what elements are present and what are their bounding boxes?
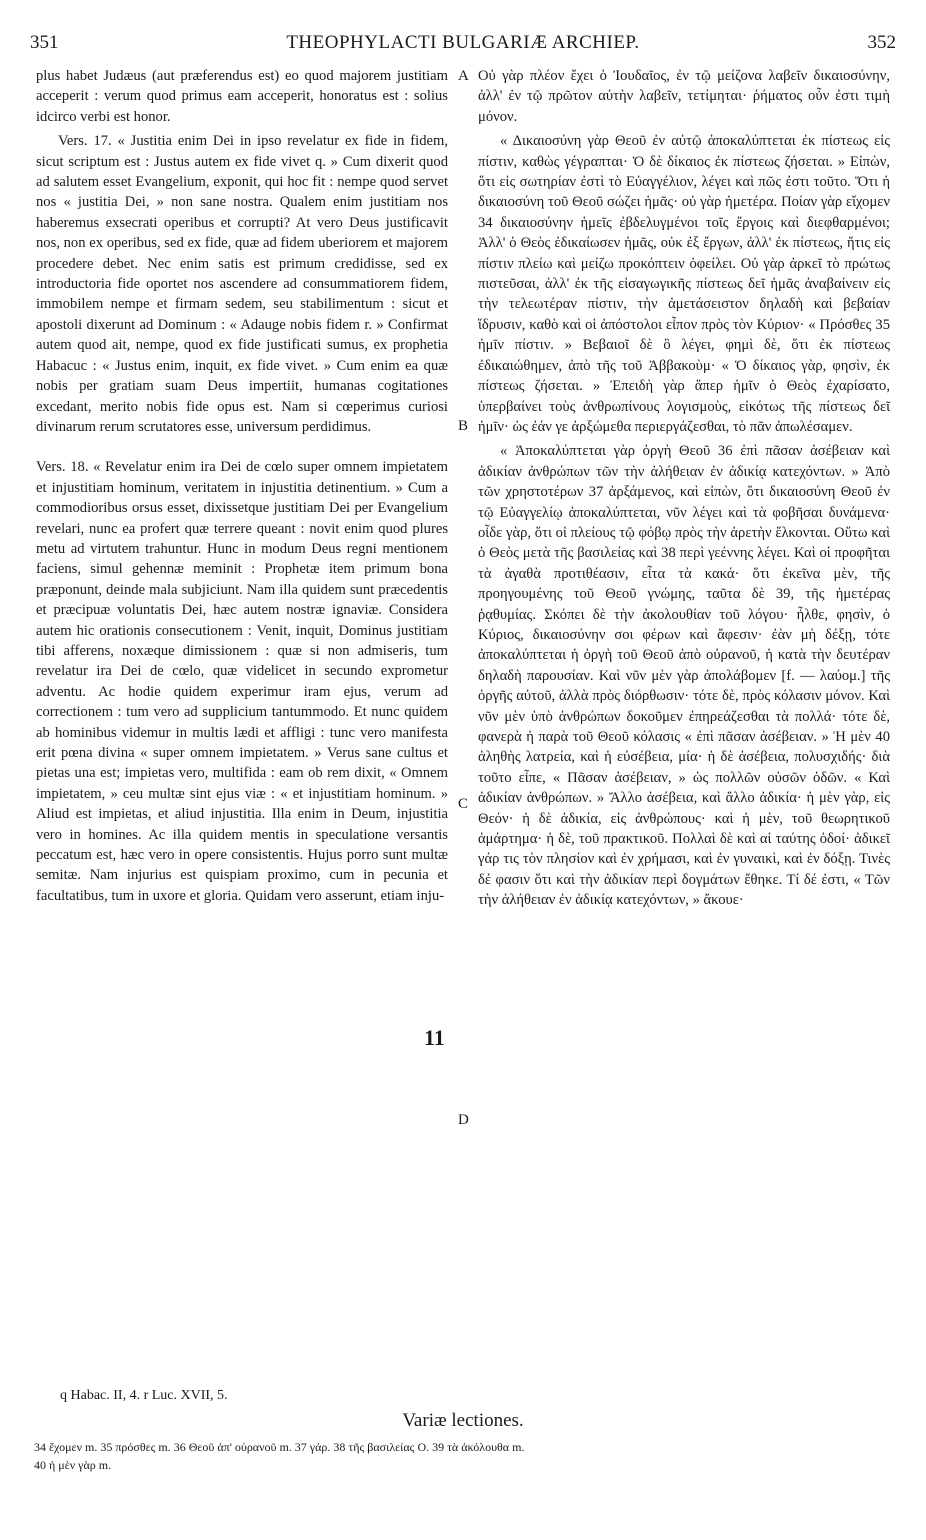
running-title: THEOPHYLACTI BULGARIÆ ARCHIEP. bbox=[286, 32, 640, 53]
variant-line: 40 ἡ μὲν γὰρ m. bbox=[34, 1458, 112, 1472]
variae-lectiones-title: Variæ lectiones. bbox=[402, 1410, 524, 1431]
page-header bbox=[30, 32, 896, 62]
greek-column bbox=[478, 66, 890, 911]
variant-line: 34 ἔχομεν m. 35 πρόσθες m. 36 Θεοῦ ἀπ' οὐρανοῦ m. 37 γάρ. 38 τῆς βασιλείας O. 39 τὰ ἀκόλουθα m. bbox=[34, 1440, 525, 1454]
latin-paragraph-intro: plus habet Judæus (aut præferendus est) eo quod majorem justitiam acceperit : verum quod primus eam acceperit, honoratus est : solius idcirco verbi est honor. bbox=[36, 68, 448, 125]
margin-letter-b: B bbox=[458, 418, 469, 434]
variae-lectiones bbox=[34, 1438, 884, 1474]
greek-paragraph-intro: Οὐ γὰρ πλέον ἔχει ὁ Ἰουδαῖος, ἐν τῷ μείζονα λαβεῖν δικαιοσύνην, ἀλλ' ἐν τῷ πρῶτον αὐτὴν λαβεῖν, τετίμηται· ῥήματος οὖν ἐστι τιμὴ μόνον. bbox=[478, 68, 890, 125]
margin-letter-c: C bbox=[458, 796, 469, 812]
greek-paragraph-vers-18: « Ἀποκαλύπτεται γὰρ ὀργὴ Θεοῦ 36 ἐπὶ πᾶσαν ἀσέβειαν καὶ ἀδικίαν ἀνθρώπων τῶν τὴν ἀλήθειαν ἐν ἀδικίᾳ κατεχόντων. » Ἀπὸ τῶν χρηστοτέρων 37 ἀρξάμενος, καὶ εἰπὼν, ὅτι δικαιοσύνη Θεοῦ ἐν τῷ Εὐαγγελίῳ ἀποκαλύπτεται, νῦν λέγει καὶ τὰ φοβῆσαι δυνάμενα· οἶδε γὰρ, ὅτι οἱ πλείους τῷ φόβῳ πρὸς τὴν ἀρετὴν ἕλκονται. Οὕτω καὶ ὁ Θεὸς μετὰ τῆς βασιλείας καὶ 38 περὶ γεέννης λέγει. Καὶ οἱ προφῆται τὰ ἀγαθὰ προτιθέασιν, εἶτα τὰ κακά· ὅτι ἐκεῖνα μὲν, τῆς προηγουμένης τοῦ Θεοῦ γνώμης, ταῦτα δὲ 39, τῆς ἡμετέρας ῥᾳθυμίας. Σκόπει δὲ τὴν ἀκολουθίαν τοῦ λόγου· ἦλθε, φησὶν, ὁ Κύριος, δικαιοσύνην σοι φέρων καὶ ἄφεσιν· ἐὰν μὴ δέξῃ, τότε ἀποκαλύπτεται ἡ ὀργὴ τοῦ Θεοῦ ἀπὸ οὐρανοῦ, ἡ κατὰ τὴν δευτέραν δηλαδὴ παρουσίαν. Καὶ νῦν μὲν γὰρ ἀπολάβομεν [f. — λαύομ.] τῆς ὀργῆς αὐτοῦ, ἀλλὰ πρὸς διόρθωσιν· τότε δὲ, πρὸς κόλασιν μόνον. Καὶ νῦν μὲν ὑπὸ ἀνθρώπων δοκοῦμεν ἐπηρεάζεσθαι τὰ πολλά· τότε δὲ, φανερὰ ἡ παρὰ τοῦ Θεοῦ κόλασις « ἐπὶ πᾶσαν ἀσέβειαν. » Ἡ μὲν 40 ἀληθὴς λατρεία, καὶ ἡ εὐσέβεια, μία· ἡ δὲ ἀσέβεια, πολυσχιδής· διὰ τοῦτο εἶπε, « Πᾶσαν ἀσέβειαν, » ὡς πολλῶν οὐσῶν ὁδῶν. « Καὶ ἀδικίαν ἀνθρώπων. » Ἄλλο ἀσέβεια, καὶ ἄλλο ἀδικία· ἡ μὲν γὰρ, εἰς Θεόν· ἡ δὲ ἀδικία, εἰς ἀνθρώπους· καὶ ἡ μὲν, τοῦ θεωρητικοῦ ἁμάρτημα· ἡ δὲ, τοῦ πρακτικοῦ. Πολλαὶ δὲ καὶ αἱ ταύτης ὁδοί· ἀδικεῖ γάρ τις τὸν πλησίον καὶ ἐν χρήμασι, καὶ ἐν γυναικὶ, καὶ ἐν δόξῃ. Τινὲς δέ φασιν ὅτι καὶ τὴν ἀδικίαν περὶ δογμάτων ἔθηκε. Τί δέ ἐστι, « Τῶν τὴν ἀλήθειαν ἐν ἀδικίᾳ κατεχόντων, » ἄκουε· bbox=[478, 443, 890, 909]
latin-paragraph-vers-17: Vers. 17. « Justitia enim Dei in ipso revelatur ex fide in fidem, sicut scriptum est : Justus autem ex fide vivet q. » Cum dixerit quod ad salutem esset Evangelium, exponit, qui hoc fit : nempe quod servet nos « justitia Dei, » non sane nostra. Qualem enim justitiam nos haberemus exsecrati operibus et corrupti? At vero Deus justificavit nos, non ex operibus, sed ex fide, quæ ad fidem uberiorem et majorem procedere debet. Nec enim satis est primum credidisse, sed ex introductoria fide oportet nos ascendere ad consummatiorem fidem, immobilem nempe et firmam sedem, seu stabilimentum : sicut et apostoli dixerunt ad Dominum : « Adauge nobis fidem r. » Confirmat autem quod ait, nempe, quod ex fide justificati sumus, ex prophetia Habacuc : « Justus enim, inquit, ex fide vivet. » Cum enim ea quæ nobis per gratiam suam Deus impertiit, humanas cogitationes excedant, merito nobis fide opus est. Nam si cœperimus curiosi divinarum rerum scrutatores esse, universum perdidimus. bbox=[36, 133, 448, 435]
greek-paragraph-vers-17: « Δικαιοσύνη γὰρ Θεοῦ ἐν αὐτῷ ἀποκαλύπτεται ἐκ πίστεως εἰς πίστιν, καθὼς γέγραπται· Ὁ δὲ δίκαιος ἐκ πίστεως ζήσεται. » Εἰπὼν, ὅτι εἰς σωτηρίαν ἐστὶ τὸ Εὐαγγέλιον, λέγει καὶ πῶς ἐστι τοῦτο. Ὅτι ἡ δικαιοσύνη τοῦ Θεοῦ σώζει ἡμᾶς· οὐ γὰρ ἡμετέρα. Ποίαν γὰρ εἴχομεν 34 δικαιοσύνην ἡμεῖς ἐβδελυγμένοι τοῖς ἔργοις καὶ διεφθαρμένοι; Ἀλλ' ὁ Θεὸς ἐδικαίωσεν ἡμᾶς, οὐκ ἐξ ἔργων, ἀλλ' ἐκ πίστεως, ἥτις εἰς πίστιν πλείω καὶ μείζω προκόπτειν ὀφείλει. Οὐ γὰρ ἀρκεῖ τὸ πρώτως πιστεῦσαι, ἀλλ' ἐκ τῆς εἰσαγωγικῆς πίστεως δεῖ ἡμᾶς ἀναβαίνειν εἰς τὴν τελεωτέραν πίστιν, τὴν ἀμετάσειστον δηλαδὴ καὶ βεβαίαν ἵδρυσιν, καθὸ καὶ οἱ ἀπόστολοι εἶπον πρὸς τὸν Κύριον· « Πρόσθες 35 ἡμῖν πίστιν. » Βεβαιοῖ δὲ ὃ λέγει, φημὶ δὲ, ὅτι ἐκ πίστεως ἐδικαιώθημεν, ἀπὸ τῆς τοῦ Ἀββακοὺμ· « Ὁ δίκαιος γὰρ, φησὶν, ἐκ πίστεως ζήσεται. » Ἐπειδὴ γὰρ ἅπερ ἡμῖν ὁ Θεὸς ἐχαρίσατο, ὑπερβαίνει τοὺς ἀνθρωπίνους λογισμοὺς, εἰκότως τῆς πίστεως δεῖ ἡμῖν· ὡς ἐάν γε ἀρξώμεθα περιεργάζεσθαι, τὸ πᾶν ἀπωλέσαμεν. bbox=[478, 133, 890, 435]
column-number: 11 bbox=[424, 1025, 445, 1050]
footnote-references: q Habac. II, 4. r Luc. XVII, 5. bbox=[60, 1388, 228, 1403]
page-number-right: 352 bbox=[867, 32, 896, 53]
latin-column bbox=[36, 66, 448, 906]
latin-paragraph-vers-18: Vers. 18. « Revelatur enim ira Dei de cœlo super omnem impietatem et injustitiam hominum, veritatem in injustitia detinentium. » Cum a commodioribus orsus esset, dixissetque justitiam Dei per Evangelium revelari, nunc ea profert quæ terrere queant : novit enim quod plures metu ad virtutem trahuntur. Hunc in modum Deus regni mentionem faciens, simul gehennæ meminit : Prophetæ item primum bona præponunt, deinde mala subjiciunt. Nam illa quidem sunt præcedentis et præcipuæ voluntatis Dei, hæc autem nostræ ignaviæ. Considera autem hic orationis consecutionem : Venit, inquit, Dominus justitiam tibi afferens, noxæque dimissionem : quæ si non admiseris, tum revelatur ira Dei de cœlo, quæ videlicet in secundo exprometur adventu. Ac hodie quidem experimur iram ejus, verum ad correctionem : tum vero ad supplicium tantummodo. Et nunc quidem ab hominibus videmur in multis lædi et affligi : tunc vero manifesta erit pœna divina « super omnem impietatem. » Verus sane cultus et pietas una est; impietas vero, multifida : eam ob rem dixit, « Omnem impietatem, » ceu multæ sint ejus viæ : « et injustitiam hominum. » Aliud est impietas, et aliud injustitia. Illa enim in Deum, injustitia vero in homines. Ac illa quidem mentis in speculatione versantis peccatum est, hæc vero in opere consistentis. Hujus porro sunt multæ semitæ. Nam injurius est quispiam proximo, cum in pecunia et facultatibus, tum in uxore et gloria. Quidam vero asserunt, etiam inju- bbox=[36, 459, 448, 904]
margin-letter-d: D bbox=[458, 1112, 469, 1128]
margin-letter-a: A bbox=[458, 68, 469, 84]
page-number-left: 351 bbox=[30, 32, 59, 53]
